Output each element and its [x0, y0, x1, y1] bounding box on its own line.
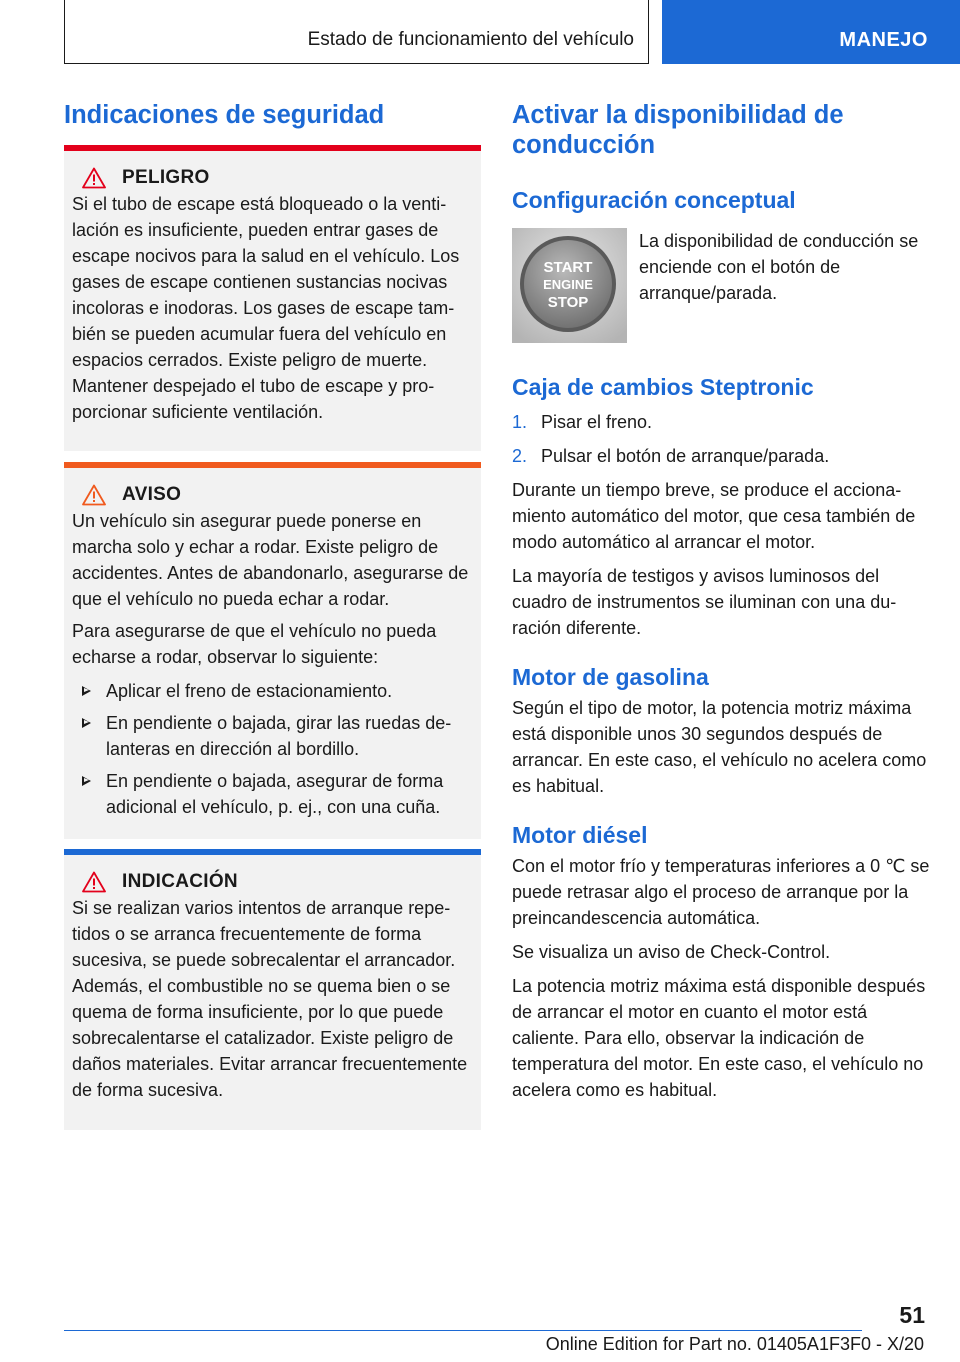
diesel-text-2: Se visualiza un aviso de Check-Control. [512, 942, 831, 962]
danger-text: Si el tubo de escape está bloqueado o la ventilación es insuficiente, pueden entrar gases de escape nocivos para la salud en el vehículo. Los gases de escape contienen sustancias nocivas incoloras e inodoras. Los gases de escape también se pueden acumular fuera del vehículo en espacios cerrados. Existe peligro de muerte. Mantener despejado el tubo de escape y proporcionar suficiente ventilación. [72, 194, 460, 422]
button-text-stop: STOP [547, 294, 589, 311]
chapter-title: MANEJO [839, 29, 928, 51]
notice-text: Si se realizan varios intentos de arranque repetidos o se arranca frecuentemente de forma sucesiva, se puede sobrecalentar el arrancador. Además, el combustible no se quema bien o se quema de forma insuficiente, por lo que puede sobrecalentarse el catalizador. Existe peligro de daños materiales. Evitar arrancar frecuentemente de forma sucesiva. [72, 898, 468, 1100]
left-column [64, 100, 481, 1100]
list-item: 1. Pisar el freno. [512, 412, 653, 432]
warning-box [64, 462, 481, 839]
drive-readiness-title: Activar la disponibilidad de conducción [512, 101, 844, 159]
diesel-text-3: La potencia motriz máxima está disponible después de arrancar el motor en cuanto el motor está caliente. Para ello, observar la indicación de temperatura del motor. En este caso, el vehículo no acelera como es habitual. [512, 976, 926, 1100]
warning-label: AVISO [122, 484, 182, 505]
bullet-triangle-icon [82, 718, 91, 728]
danger-bar [64, 145, 481, 151]
steptronic-text-1: Durante un tiempo breve, se produce el accionamiento automático del motor, que cesa también de modo automático al arrancar el motor. [512, 480, 916, 552]
section-title: Estado de funcionamiento del vehículo [307, 29, 634, 50]
button-text-start: START [543, 259, 593, 276]
list-item: Aplicar el freno de estacionamiento. [72, 678, 473, 704]
page-number: 51 [899, 1302, 925, 1328]
concept-heading: Configuración conceptual [512, 187, 796, 213]
bullet-triangle-icon [82, 686, 91, 696]
danger-label: PELIGRO [122, 167, 210, 188]
steptronic-heading: Caja de cambios Steptronic [512, 374, 814, 400]
diesel-heading: Motor diésel [512, 822, 648, 848]
concept-section [512, 228, 930, 349]
diesel-text-1: Con el motor frío y temperaturas inferiores a 0 ℃ se puede retrasar algo el proceso de arranque por la preincandescencia automática. [512, 856, 930, 928]
warning-triangle-icon [82, 871, 106, 893]
list-item: 2. Pulsar el botón de arranque/parada. [512, 446, 830, 466]
warning-triangle-icon [82, 167, 106, 189]
start-stop-button-image [512, 228, 627, 343]
gasoline-heading: Motor de gasolina [512, 664, 709, 690]
warning-text-1: Un vehículo sin asegurar puede ponerse en marcha solo y echar a rodar. Existe peligro de accidentes. Antes de abandonarlo, asegurarse de que el vehículo no pueda echar a rodar. [72, 511, 469, 609]
notice-label: INDICACIÓN [122, 871, 238, 892]
concept-text: La disponibilidad de conducción se enciende con el botón de arranque/parada. [639, 231, 919, 303]
footer-edition: Online Edition for Part no. 01405A1F3F0 - X/20 [545, 1334, 924, 1354]
notice-bar [64, 849, 481, 855]
warning-bar [64, 462, 481, 468]
button-text-engine: ENGINE [543, 277, 593, 292]
gasoline-text: Según el tipo de motor, la potencia motriz máxima está disponible unos 30 segundos después de arrancar. En este caso, el vehículo no acelera como es habitual. [512, 698, 927, 796]
header-chapter-tab [662, 0, 960, 64]
list-item: En pendiente o bajada, girar las ruedas delanteras en dirección al bordillo. [72, 710, 473, 762]
danger-box [64, 145, 481, 451]
steptronic-steps [512, 409, 930, 469]
steptronic-text-2: La mayoría de testigos y avisos luminosos del cuadro de instrumentos se iluminan con una duración diferente. [512, 566, 897, 638]
bullet-triangle-icon [82, 776, 91, 786]
warning-text-2: Para asegurarse de que el vehículo no pueda echarse a rodar, observar lo siguiente: [72, 621, 437, 667]
safety-title: Indicaciones de seguridad [64, 101, 385, 129]
right-column [512, 100, 930, 1103]
header-section-title [64, 0, 649, 64]
footer-divider [64, 1330, 862, 1331]
list-item: En pendiente o bajada, asegurar de forma adicional el vehículo, p. ej., con una cuña. [72, 768, 473, 820]
warning-triangle-icon [82, 484, 106, 506]
notice-box [64, 849, 481, 1130]
warning-list [72, 678, 473, 820]
